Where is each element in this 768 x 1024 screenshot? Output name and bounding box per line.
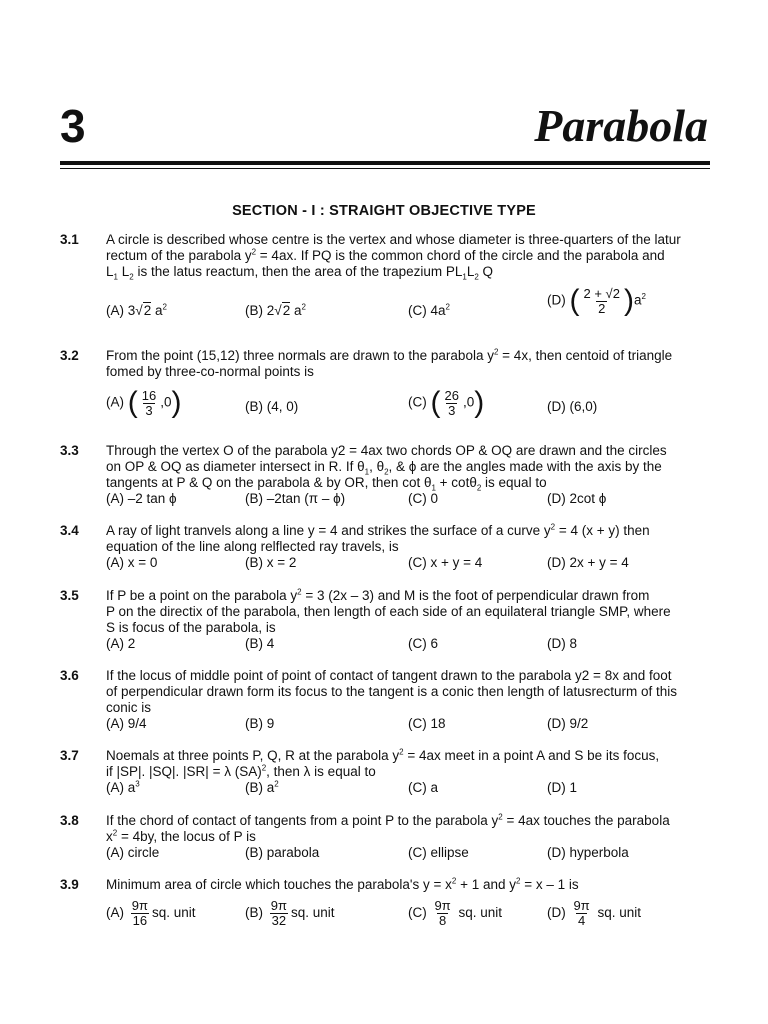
numerator: 9π [270, 898, 287, 913]
option-label: (A) [106, 394, 124, 410]
text-fragment: + 1 and y [456, 877, 516, 892]
option-text: (B) a [245, 780, 275, 795]
superscript: 2 [445, 302, 450, 312]
option-c[interactable] [408, 899, 502, 928]
text-fragment: If the chord of contact of tangents from a point P to the parabola y [106, 813, 499, 828]
question-3-7 [60, 748, 710, 796]
text-fragment: Minimum area of circle which touches the parabola's y = x [106, 877, 452, 892]
option-a[interactable] [106, 780, 140, 796]
text-fragment: tangents at P & Q on the parabola & by OR, then cot θ [106, 475, 432, 490]
question-line [106, 748, 710, 764]
denominator: 3 [145, 402, 153, 418]
superscript: 2 [498, 812, 503, 822]
superscript: 2 [550, 522, 556, 532]
sqrt-radicand: 2 [143, 303, 152, 318]
text-fragment: = 4by, the locus of P is [117, 829, 256, 844]
question-text [106, 877, 710, 893]
text-fragment: , then λ is equal to [266, 764, 376, 779]
text-fragment: Noemals at three points P, Q, R at the parabola y [106, 748, 400, 763]
option-c[interactable]: (C) x + y = 4 [408, 555, 483, 570]
superscript: 2 [112, 828, 118, 838]
option-a[interactable]: (A) 2 [106, 636, 136, 651]
option-d[interactable]: (D) 2x + y = 4 [547, 555, 629, 570]
text-fragment: L [466, 264, 475, 279]
question-3-1 [60, 232, 710, 324]
superscript: 2 [297, 587, 302, 597]
subscript: 1 [462, 272, 467, 282]
option-c[interactable] [408, 303, 450, 319]
option-label: (C) [408, 394, 427, 410]
question-3-2 [60, 348, 710, 428]
question-3-5 [60, 588, 710, 652]
question-line [106, 264, 710, 280]
question-line [106, 764, 710, 780]
option-d[interactable]: (D) 2cot ϕ [547, 491, 607, 506]
option-c[interactable]: (C) ellipse [408, 845, 469, 860]
text-fragment: Q [478, 264, 494, 279]
superscript: 2 [493, 347, 499, 357]
option-label: (B) [245, 905, 263, 921]
numerator: 2 + √2 [583, 285, 620, 301]
option-b[interactable]: (B) parabola [245, 845, 320, 860]
option-b[interactable]: (B) (4, 0) [245, 399, 299, 414]
question-number: 3.8 [60, 813, 79, 828]
option-text: (A) a [106, 780, 136, 795]
option-c[interactable]: (C) 18 [408, 716, 446, 731]
text-fragment: rectum of the parabola y [106, 248, 252, 263]
question-text [106, 748, 710, 780]
options-row [106, 284, 710, 332]
text-fragment: L [117, 264, 130, 279]
denominator: 8 [439, 913, 447, 928]
right-paren: ) [474, 386, 485, 419]
numerator: 9π [573, 898, 590, 913]
sqrt-radicand: 2 [282, 303, 291, 318]
option-c[interactable]: (C) 0 [408, 491, 438, 506]
right-paren: ) [623, 284, 634, 317]
text-fragment: = 4 (x + y) then [555, 523, 650, 538]
text-fragment: If P be a point on the parabola y [106, 588, 298, 603]
option-label: (C) [408, 905, 427, 921]
superscript: 2 [515, 876, 521, 886]
fraction [269, 899, 289, 928]
option-tail: a [633, 292, 642, 308]
question-text [106, 443, 710, 491]
denominator: 16 [132, 913, 148, 928]
option-a[interactable]: (A) x = 0 [106, 555, 158, 570]
option-b[interactable]: (B) –2tan (π – ϕ) [245, 491, 346, 506]
option-tail: ,0 [160, 394, 172, 410]
fraction [572, 899, 592, 928]
question-line: If the locus of middle point of point of contact of tangent drawn to the parabola y2 = 8x and foot [106, 668, 672, 683]
question-number: 3.6 [60, 668, 79, 683]
text-fragment: From the point (15,12) three normals are drawn to the parabola y [106, 348, 494, 363]
question-3-8 [60, 813, 710, 861]
option-tail: a [151, 303, 163, 318]
denominator: 4 [578, 913, 586, 928]
option-b[interactable] [245, 899, 335, 928]
option-a[interactable] [106, 388, 182, 418]
option-d[interactable]: (D) hyperbola [547, 845, 629, 860]
left-paren: ( [569, 284, 580, 317]
numerator: 9π [434, 898, 451, 913]
subscript: 2 [474, 272, 479, 282]
option-tail: a [290, 303, 302, 318]
text-fragment: + cotθ [435, 475, 477, 490]
option-a[interactable] [106, 303, 167, 319]
question-text [106, 232, 710, 280]
numerator: 26 [444, 387, 459, 403]
option-b[interactable]: (B) 4 [245, 636, 275, 651]
superscript: 2 [274, 779, 279, 789]
question-text [106, 588, 710, 636]
option-tail: sq. unit [290, 905, 335, 921]
option-label: (B) 2 [245, 303, 275, 318]
superscript: 2 [641, 292, 646, 302]
superscript: 3 [135, 779, 140, 789]
superscript: 2 [162, 302, 167, 312]
chapter-title: Parabola [534, 100, 708, 151]
option-label: (A) 3 [106, 303, 136, 318]
text-fragment: = 4x, then centoid of triangle [498, 348, 673, 363]
question-number: 3.9 [60, 877, 79, 892]
question-line [106, 348, 710, 364]
option-b[interactable]: (B) x = 2 [245, 555, 297, 570]
question-number: 3.7 [60, 748, 79, 763]
question-line: Through the vertex O of the parabola y2 = 4ax two chords OP & OQ are drawn and the circles [106, 443, 667, 458]
subscript: 2 [476, 483, 482, 493]
text-fragment: L [106, 264, 114, 279]
fraction [140, 389, 158, 418]
text-fragment: is the latus reactum, then the area of the trapezium PL [133, 264, 463, 279]
numerator: 16 [141, 387, 157, 403]
option-b[interactable] [245, 780, 279, 796]
right-paren: ) [171, 386, 182, 419]
question-line: P on the directix of the parabola, then length of each side of an equilateral triangle SMP, where [106, 604, 671, 619]
text-fragment: , θ [369, 459, 385, 474]
text-fragment: = 3 (2x – 3) and M is the foot of perpendicular drawn from [301, 588, 650, 603]
option-c[interactable]: (C) a [408, 780, 438, 795]
question-line: A circle is described whose centre is the vertex and whose diameter is three-quarters of the latur [106, 232, 681, 247]
section-heading: SECTION - I : STRAIGHT OBJECTIVE TYPE [232, 203, 536, 219]
superscript: 2 [251, 247, 257, 257]
title-rule-thick [60, 161, 710, 165]
option-d[interactable]: (D) (6,0) [547, 399, 598, 414]
question-3-9 [60, 877, 710, 937]
question-line [106, 813, 710, 829]
option-d[interactable]: (D) 9/2 [547, 716, 589, 731]
text-fragment: , & ϕ are the angles made with the axis by the [388, 459, 662, 474]
option-a[interactable]: (A) circle [106, 845, 160, 860]
denominator: 32 [271, 913, 287, 928]
fraction [433, 899, 453, 928]
denominator: 2 [598, 300, 606, 316]
option-d[interactable]: (D) 1 [547, 780, 577, 795]
option-d[interactable] [547, 899, 641, 928]
question-text [106, 668, 710, 716]
superscript: 2 [261, 763, 267, 773]
question-line [106, 877, 710, 893]
superscript: 2 [301, 302, 306, 312]
question-line: of perpendicular drawn form its focus to the tangent is a conic then length of latusrecturm of this [106, 684, 678, 699]
option-tail: ,0 [462, 394, 475, 410]
question-line [106, 248, 710, 264]
text-fragment: = 4ax meet in a point A and S be its focus, [403, 748, 660, 763]
left-paren: ( [127, 386, 138, 419]
option-label: (D) [547, 292, 566, 308]
option-b[interactable]: (B) 9 [245, 716, 275, 731]
subscript: 1 [364, 467, 370, 477]
option-label: (D) [547, 905, 566, 921]
question-3-3 [60, 443, 710, 507]
question-line [106, 475, 710, 491]
option-tail: sq. unit [151, 905, 196, 921]
option-c[interactable] [408, 388, 484, 418]
question-line: S is focus of the parabola, is [106, 620, 276, 635]
option-text: (C) 4a [408, 303, 446, 318]
options-row [106, 899, 710, 939]
question-text [106, 523, 710, 555]
numerator: 9π [131, 898, 148, 913]
question-text [106, 813, 710, 845]
question-number: 3.5 [60, 588, 79, 603]
option-a[interactable] [106, 899, 196, 928]
question-text [106, 348, 710, 380]
subscript: 1 [431, 483, 436, 493]
left-paren: ( [430, 386, 441, 419]
question-number: 3.2 [60, 348, 79, 363]
question-number: 3.3 [60, 443, 79, 458]
subscript: 2 [129, 272, 134, 282]
text-fragment: A ray of light tranvels along a line y = 4 and strikes the surface of a curve y [106, 523, 551, 538]
question-number: 3.4 [60, 523, 79, 538]
fraction [130, 899, 150, 928]
text-fragment: = 4ax touches the parabola [502, 813, 670, 828]
text-fragment: if |SP|. |SQ|. |SR| = λ (SA) [106, 764, 262, 779]
question-3-4 [60, 523, 710, 571]
question-line [106, 829, 710, 845]
question-line [106, 459, 710, 475]
option-d[interactable] [547, 286, 646, 316]
question-3-6 [60, 668, 710, 732]
option-label: (A) [106, 905, 124, 921]
denominator: 3 [448, 402, 456, 418]
question-number: 3.1 [60, 232, 79, 247]
question-line [106, 588, 710, 604]
options-row [106, 388, 710, 428]
question-line: fomed by three-co-normal points is [106, 364, 314, 379]
option-tail: sq. unit [593, 905, 641, 921]
text-fragment: = 4ax. If PQ is the common chord of the circle and the parabola and [256, 248, 665, 263]
option-a[interactable]: (A) 9/4 [106, 716, 147, 731]
option-tail: sq. unit [454, 905, 502, 921]
question-line: equation of the line along relflected ray travels, is [106, 539, 399, 554]
question-line [106, 523, 710, 539]
text-fragment: x [106, 829, 113, 844]
option-c[interactable]: (C) 6 [408, 636, 438, 651]
option-a[interactable]: (A) –2 tan ϕ [106, 491, 177, 506]
title-rule-thin [60, 168, 710, 169]
sqrt-symbol: √ [135, 303, 143, 318]
question-line: conic is [106, 700, 152, 715]
superscript: 2 [399, 747, 404, 757]
text-fragment: = x – 1 is [520, 877, 579, 892]
text-fragment: is equal to [481, 475, 547, 490]
chapter-number: 3 [60, 100, 86, 152]
option-d[interactable]: (D) 8 [547, 636, 577, 651]
option-b[interactable] [245, 303, 306, 319]
fraction [443, 389, 461, 418]
subscript: 1 [113, 272, 118, 282]
superscript: 2 [451, 876, 457, 886]
text-fragment: on OP & OQ as diameter intersect in R. If θ [106, 459, 365, 474]
sqrt-symbol: √ [274, 303, 282, 318]
fraction [582, 287, 622, 316]
subscript: 2 [384, 467, 389, 477]
